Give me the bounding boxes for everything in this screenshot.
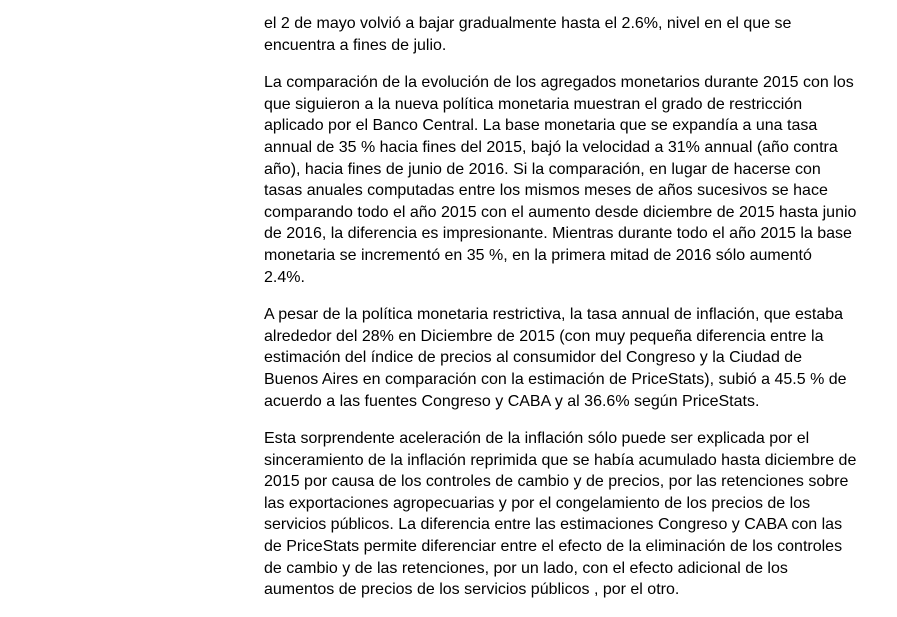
text-line: de cambio y de las retenciones, por un lado, con el efecto adicional de los — [264, 559, 788, 577]
text-line: tasas anuales computadas entre los mismos meses de años sucesivos se hace — [264, 182, 828, 200]
text-line: de 2016, la diferencia es impresionante. Mientras durante todo el año 2015 la base — [264, 225, 852, 243]
text-line: 2.4%. — [264, 268, 305, 286]
text-line: annual de 35 % hacia fines del 2015, bajó la velocidad a 31% annual (año contra — [264, 138, 838, 156]
paragraph-1 — [264, 13, 874, 56]
text-line: A pesar de la política monetaria restrictiva, la tasa annual de inflación, que estaba — [264, 306, 844, 324]
text-line: aplicado por el Banco Central. La base monetaria que se expandía a una tasa — [264, 117, 818, 135]
text-line: el 2 de mayo volvió a bajar gradualmente hasta el 2.6%, nivel en el que se — [264, 15, 792, 32]
paragraph-4 — [264, 428, 874, 601]
text-line: servicios públicos. La diferencia entre las estimaciones Congreso y CABA con las — [264, 516, 843, 534]
text-line: que siguieron a la nueva política monetaria muestran el grado de restricción — [264, 95, 803, 113]
text-line: comparando todo el año 2015 con el aumento desde diciembre de 2015 hasta junio — [264, 203, 857, 221]
text-line: las exportaciones agropecuarias y por el congelamiento de los precios de los — [264, 494, 811, 512]
text-line: Esta sorprendente aceleración de la inflación sólo puede ser explicada por el — [264, 430, 810, 448]
text-line: estimación del índice de precios al consumidor del Congreso y la Ciudad de — [264, 349, 803, 367]
text-line: La comparación de la evolución de los agregados monetarios durante 2015 con los — [264, 74, 854, 92]
text-line: Buenos Aires en comparación con la estimación de PriceStats), subió a 45.5 % de — [264, 370, 847, 388]
text-line: sinceramiento de la inflación reprimida que se había acumulado hasta diciembre de — [264, 451, 857, 469]
text-line: alrededor del 28% en Diciembre de 2015 (con muy pequeña diferencia entre la — [264, 327, 824, 345]
text-line: acuerdo a las fuentes Congreso y CABA y al 36.6% según PriceStats. — [264, 392, 760, 410]
text-line: aumentos de precios de los servicios públicos , por el otro. — [264, 581, 680, 599]
text-line: 2015 por causa de los controles de cambio y de precios, por las retenciones sobre — [264, 473, 849, 491]
text-line: encuentra a fines de julio. — [264, 36, 447, 54]
paragraph-3 — [264, 304, 874, 412]
document-body — [264, 13, 874, 601]
text-line: año), hacia fines de junio de 2016. Si la comparación, en lugar de hacerse con — [264, 160, 821, 178]
paragraph-2 — [264, 72, 874, 288]
text-line: monetaria se incrementó en 35 %, en la primera mitad de 2016 sólo aumentó — [264, 246, 812, 264]
text-line: de PriceStats permite diferenciar entre el efecto de la eliminación de los controles — [264, 538, 843, 556]
